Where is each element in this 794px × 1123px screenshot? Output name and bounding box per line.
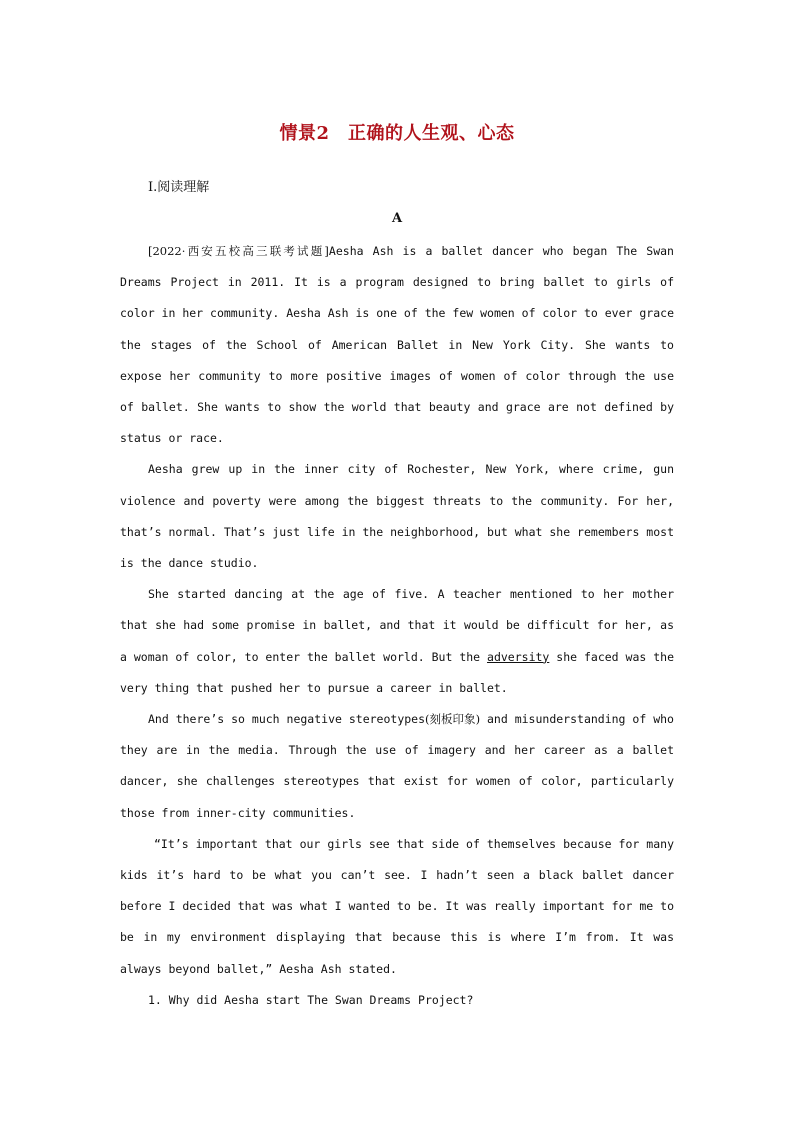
chinese-gloss: (刻板印象) [425,712,481,727]
source-citation: [2022·西安五校高三联考试题] [148,244,329,258]
section-heading: Ⅰ.阅读理解 [148,180,210,195]
passage-body [120,236,674,1016]
paragraph-5: “It’s important that our girls see that side of themselves because for many kids it’s hard to be what you can’t see. I hadn’t seen a black ballet dancer before I decided that was what I wanted to be. It was really important for me to be in my environment displaying that because this is where I’m from. It was always beyond ballet,” Aesha Ash stated. [120,836,674,976]
passage-label: A [391,211,403,226]
paragraph-4 [120,704,674,829]
paragraph-1 [120,236,674,454]
underlined-word: adversity [487,649,550,664]
paragraph-3-after: she faced was the very thing that pushed her to pursue a career in ballet. [120,649,674,695]
paragraph-2: Aesha grew up in the inner city of Rochester, New York, where crime, gun violence and poverty were among the biggest threats to the community. For her, that’s normal. That’s just life in the neighborhood, but what she remembers most is the dance studio. [120,462,674,571]
paragraph-1-text: Aesha Ash is a ballet dancer who began The Swan Dreams Project in 2011. It is a program designed to bring ballet to girls of color in her community. Aesha Ash is one of the few women of color to ever grace the stages of the School of American Ballet in New York City. She wants to expose her community to more positive images of women of color through the use of ballet. She wants to show the world that beauty and grace are not defined by status or race. [120,244,674,446]
paragraph-4-before: And there’s so much negative stereotypes [148,712,426,727]
paragraph-3 [120,579,674,704]
paragraph-4-after: and misunderstanding of who they are in the media. Through the use of imagery and her career as a ballet dancer, she challenges stereotypes that exist for women of color, particularly those from inner-city communities. [120,712,674,820]
paragraph-3-before: She started dancing at the age of five. A teacher mentioned to her mother that she had some promise in ballet, and that it would be difficult for her, as a woman of color, to enter the ballet world. But the [120,587,674,664]
page-title: 情景2 正确的人生观、心态 [279,123,515,144]
question-1: 1. Why did Aesha start The Swan Dreams Project? [148,992,474,1007]
